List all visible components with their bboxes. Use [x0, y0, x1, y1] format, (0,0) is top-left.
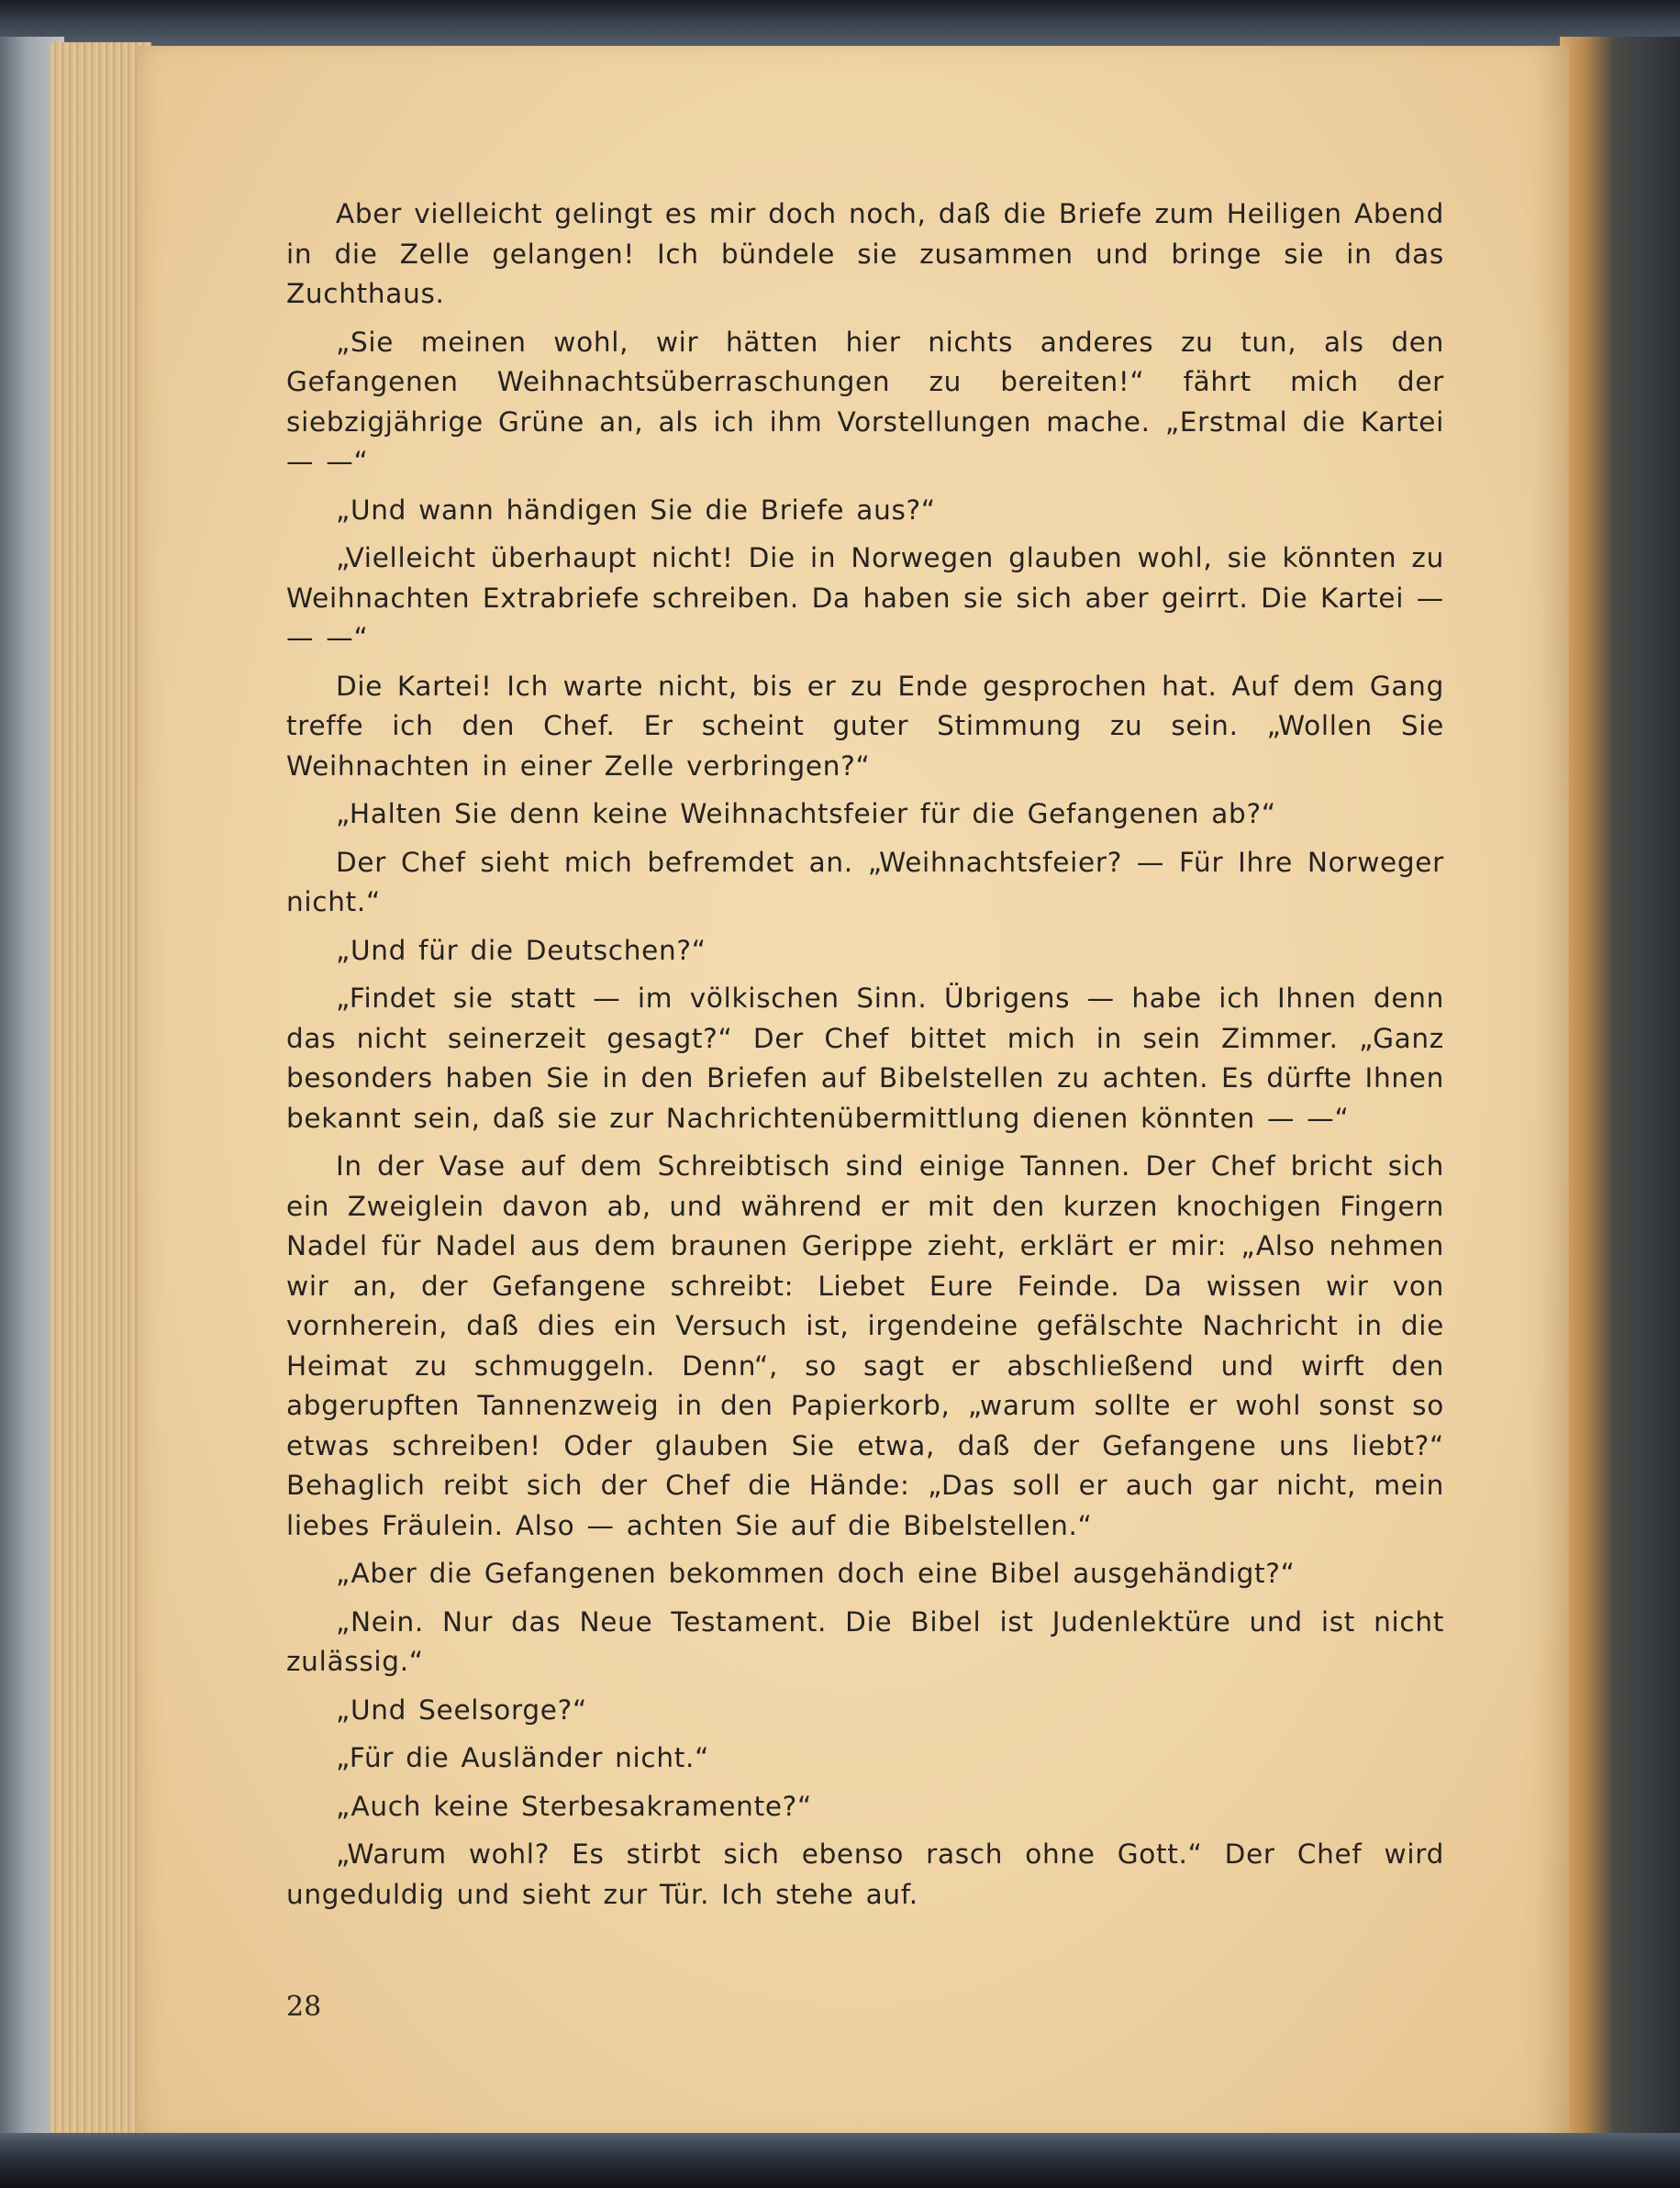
page-number: 28 — [286, 1991, 322, 2023]
paragraph: „Findet sie statt — im völkischen Sinn. Übrigens — habe ich Ihnen denn das nicht seinerzeit gesagt?“ Der Chef bittet mich in sein Zimmer. „Ganz besonders haben Sie in den Briefen auf Bibelstellen zu achten. Es dürfte Ihnen bekannt sein, daß sie zur Nachrichtenübermittlung dienen könnten — —“ — [286, 983, 1444, 1134]
paragraph: Die Kartei! Ich warte nicht, bis er zu Ende gesprochen hat. Auf dem Gang treffe ich den Chef. Er scheint guter Stimmung zu sein. „Wollen Sie Weihnachten in einer Zelle verbringen?“ — [286, 670, 1444, 782]
paragraph: „Warum wohl? Es stirbt sich ebenso rasch ohne Gott.“ Der Chef wird ungeduldig und sieht zur Tür. Ich stehe auf. — [286, 1838, 1444, 1910]
paragraph: „Nein. Nur das Neue Testament. Die Bibel ist Judenlektüre und ist nicht zulässig.“ — [286, 1605, 1444, 1677]
paragraph: In der Vase auf dem Schreibtisch sind einige Tannen. Der Chef bricht sich ein Zweiglein davon ab, und während er mit den kurzen knochigen Fingern Nadel für Nadel aus dem braunen Gerippe zieht, erklärt er mir: „Also nehmen wir an, der Gefangene schreibt: Liebet Eure Feinde. Da wissen wir von vornherein, daß dies ein Versuch ist, irgendeine gefälschte Nachricht in die Heimat zu schmuggeln. Denn“, so sagt er abschließend und wirft den abgerupften Tannenzweig in den Papierkorb, „warum sollte er wohl sonst so etwas schreiben! Oder glauben Sie etwa, daß der Gefangene uns liebt?“ Behaglich reibt sich der Chef die Hände: „Das soll er auch gar nicht, mein liebes Fräulein. Also — achten Sie auf die Bibelstellen.“ — [286, 1150, 1444, 1541]
paragraph: Der Chef sieht mich befremdet an. „Weihnachtsfeier? — Für Ihre Norweger nicht.“ — [286, 846, 1444, 917]
paragraph: „Aber die Gefangenen bekommen doch eine Bibel ausgehändigt?“ — [336, 1558, 1296, 1589]
paragraph: „Für die Ausländer nicht.“ — [336, 1742, 710, 1773]
paragraph: „Auch keine Sterbesakramente?“ — [336, 1790, 813, 1822]
book-spine — [1560, 37, 1680, 2147]
paragraph: Aber vielleicht gelingt es mir doch noch, daß die Briefe zum Heiligen Abend in die Zelle gelangen! Ich bündele sie zusammen und bringe sie in das Zuchthaus. — [286, 198, 1444, 309]
paragraph: „Und Seelsorge?“ — [336, 1694, 587, 1726]
paragraph: „Und für die Deutschen?“ — [336, 934, 706, 966]
scan-bottom-binding — [0, 2133, 1680, 2188]
paragraph: „Halten Sie denn keine Weihnachtsfeier für die Gefangenen ab?“ — [336, 798, 1276, 829]
paragraph: „Vielleicht überhaupt nicht! Die in Norwegen glauben wohl, sie könnten zu Weihnachten Extrabriefe schreiben. Da haben sie sich aber geirrt. Die Kartei — — —“ — [286, 542, 1444, 653]
paragraph: „Und wann händigen Sie die Briefe aus?“ — [336, 494, 936, 526]
paragraph: „Sie meinen wohl, wir hätten hier nichts anderes zu tun, als den Gefangenen Weihnachtsüberraschungen zu bereiten!“ fährt mich der siebzigjährige Grüne an, als ich ihm Vorstellungen mache. „Erstmal die Kartei — —“ — [286, 326, 1444, 477]
page-edges — [50, 42, 151, 2143]
page-text — [286, 194, 1444, 1923]
